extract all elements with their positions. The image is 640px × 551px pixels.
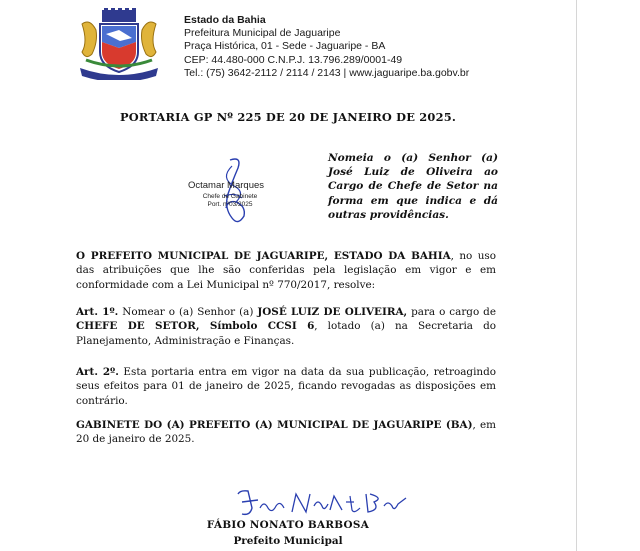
mayor-signature-icon (234, 488, 410, 522)
stamp-name: Octamar Marques (188, 180, 265, 191)
article-2-text: Esta portaria entra em vigor na data da sua publicação, retroagindo seus efeitos para 01 de janeiro de 2025, ficando revogadas as disposições em contrário. (76, 366, 496, 407)
document-ementa: Nomeia o (a) Senhor (a) José Luiz de Oliveira ao Cargo de Chefe de Setor na forma em que indica e dá outras providências. (328, 152, 498, 221)
stamp-role (200, 193, 260, 209)
article-1-text-b: para o cargo de (407, 306, 496, 318)
article-2-label: Art. 2º. (76, 366, 119, 378)
article-2-paragraph (76, 365, 496, 408)
article-1-text-c: , lotado (a) na Secretaria do Planejamento, Administração e Finanças. (76, 320, 496, 347)
letterhead-state: Estado da Bahia (184, 14, 266, 26)
signatory-role: Prefeito Municipal (233, 535, 343, 547)
letterhead-website-link[interactable]: www.jaguaripe.ba.gobv.br (349, 66, 470, 79)
position-title: CHEFE DE SETOR, Símbolo CCSI 6 (76, 320, 315, 333)
preamble-paragraph (76, 249, 496, 292)
article-1-paragraph (76, 305, 496, 348)
letterhead-cep-cnpj: CEP: 44.480-000 C.N.P.J. 13.796.289/0001-49 (184, 53, 403, 66)
letterhead-contact (184, 67, 469, 80)
closing-office: GABINETE DO (A) PREFEITO (A) MUNICIPAL DE JAGUARIPE (BA) (76, 419, 473, 431)
appointee-name: JOSÉ LUIZ DE OLIVEIRA, (257, 306, 408, 318)
right-margin (576, 0, 640, 551)
stamp-role-title: Chefe de Gabinete (202, 193, 258, 200)
document-title: PORTARIA GP Nº 225 DE 20 DE JANEIRO DE 2025. (120, 110, 456, 124)
letterhead-address: Praça Histórica, 01 - Sede - Jaguaripe - BA (184, 40, 386, 53)
signatory-name: FÁBIO NONATO BARBOSA (206, 519, 370, 531)
article-1-text-a: Nomear o (a) Senhor (a) (118, 306, 258, 318)
article-1-label: Art. 1º. (76, 306, 119, 318)
preamble-authority: O PREFEITO MUNICIPAL DE JAGUARIPE, ESTADO DA BAHIA (76, 250, 451, 262)
chief-of-staff-signature-icon (172, 156, 272, 228)
letterhead-prefeitura: Prefeitura Municipal de Jaguaripe (184, 27, 341, 40)
preamble-text: , no uso das atribuições que lhe são conferidas pela legislação em vigor e em conformidade com a Lei Municipal nº 770/2017, resolve: (76, 250, 496, 291)
letterhead-phone: Tel.: (75) 3642-2112 / 2114 / 2143 | (184, 66, 350, 79)
stamp-role-portaria: Port. nº03/2025 (207, 201, 253, 208)
letterhead (184, 14, 469, 80)
municipal-coat-of-arms-icon (76, 8, 162, 80)
closing-paragraph (76, 418, 496, 447)
closing-date: , em 20 de janeiro de 2025. (76, 419, 497, 446)
